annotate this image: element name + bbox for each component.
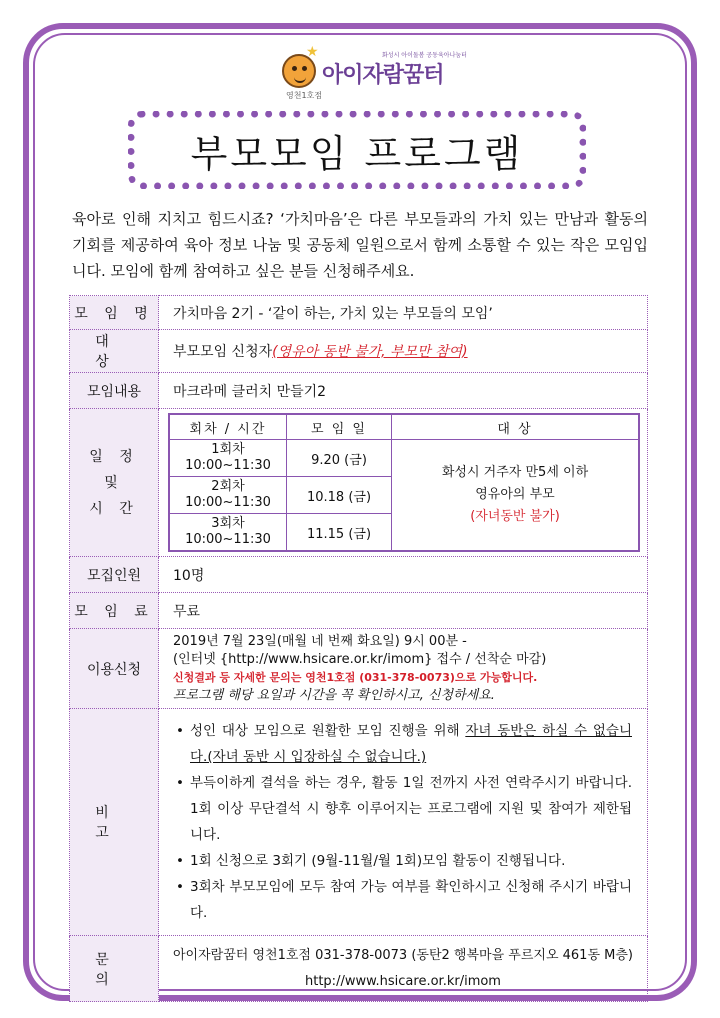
schedule-header-row — [169, 414, 639, 440]
session-date: 10.18 (금) — [287, 477, 392, 514]
header-session: 회차 / 시간 — [169, 414, 287, 440]
value-apply — [159, 629, 648, 709]
value-recruit: 10명 — [159, 557, 648, 593]
value-content: 마크라메 클러치 만들기2 — [159, 373, 648, 409]
label-fee: 모 임 료 — [70, 593, 159, 629]
schedule-target-note: (자녀동반 불가) — [470, 509, 560, 524]
label-content: 모임내용 — [70, 373, 159, 409]
row-inquiry — [70, 936, 648, 1002]
label-schedule-line2: 및 — [104, 474, 124, 491]
session-cell — [169, 514, 287, 552]
value-schedule — [159, 409, 648, 557]
row-apply — [70, 629, 648, 709]
row-notes — [70, 709, 648, 936]
page-title: 부모모임 프로그램 — [190, 131, 524, 176]
list-item: • 3회차 부모모임에 모두 참여 가능 여부를 확인하시고 신청해 주시기 바랍니다. — [190, 874, 632, 926]
label-schedule-line1: 일 정 — [89, 448, 139, 465]
label-apply: 이용신청 — [70, 629, 159, 709]
target-note: (영유아 동반 불가, 부모만 참여) — [272, 344, 468, 360]
session-cell — [169, 477, 287, 514]
header-target: 대 상 — [392, 414, 640, 440]
label-meeting-name: 모 임 명 — [70, 296, 159, 330]
value-target — [159, 330, 648, 373]
apply-line1: 2019년 7월 23일(매월 네 번째 화요일) 9시 00분 - — [173, 633, 467, 649]
value-fee: 무료 — [159, 593, 648, 629]
note1-underlined: 자녀 동반은 하실 수 없습니다.(자녀 동반 시 입장하실 수 없습니다.) — [190, 723, 632, 765]
value-notes — [159, 709, 648, 936]
session-date: 11.15 (금) — [287, 514, 392, 552]
logo-name: 아이자람꿈터 — [322, 63, 444, 88]
inquiry-url[interactable]: http://www.hsicare.or.kr/imom — [305, 973, 501, 989]
session-date: 9.20 (금) — [287, 440, 392, 477]
row-target — [70, 330, 648, 373]
session-time: 10:00~11:30 — [185, 458, 271, 473]
session-time: 10:00~11:30 — [185, 532, 271, 547]
row-content — [70, 373, 648, 409]
header-date: 모 임 일 — [287, 414, 392, 440]
label-notes: 비 고 — [70, 709, 159, 936]
logo — [282, 44, 482, 100]
logo-branch: 영천1호점 — [286, 91, 323, 100]
label-inquiry: 문 의 — [70, 936, 159, 1002]
row-fee — [70, 593, 648, 629]
title-box — [128, 111, 586, 189]
list-item — [190, 718, 632, 770]
list-item: • 1회 신청으로 3회기 (9월-11월/월 1회)모임 활동이 진행됩니다. — [190, 848, 632, 874]
value-inquiry — [159, 936, 648, 1002]
label-target: 대 상 — [70, 330, 159, 373]
intro-text: 육아로 인해 지치고 힘드시죠? ‘가치마음’은 다른 부모들과의 가치 있는 만남과 활동의 기회를 제공하여 육아 정보 나눔 및 공동체 일원으로서 함께 소통할 수 있는 작은 모임입니다. 모임에 함께 참여하고 싶은 분들 신청해주세요. — [72, 210, 648, 280]
row-schedule — [70, 409, 648, 557]
note1-text: 성인 대상 모임으로 원활한 모임 진행을 위해 — [190, 723, 466, 739]
schedule-row — [169, 440, 639, 477]
info-table — [69, 295, 648, 1002]
inquiry-line1: 아이자람꿈터 영천1호점 031-378-0073 (동탄2 행복마을 푸르지오 461동 M층) — [172, 947, 633, 963]
value-meeting-name: 가치마음 2기 - ‘같이 하는, 가치 있는 부모들의 모임’ — [159, 296, 648, 330]
star-icon: ★ — [306, 44, 319, 60]
apply-line3: 신청결과 등 자세한 문의는 영천1호점 (031-378-0073)으로 가능합니다. — [173, 670, 538, 684]
target-value: 부모모임 신청자 — [173, 344, 273, 360]
schedule-target-line2: 영유아의 부모 — [475, 487, 555, 502]
row-meeting-name — [70, 296, 648, 330]
session-number: 3회차 — [211, 516, 245, 531]
apply-line2: (인터넷 {http://www.hsicare.or.kr/imom} 접수 / 선착순 마감) — [173, 651, 547, 667]
session-number: 2회차 — [211, 479, 245, 494]
label-recruit: 모집인원 — [70, 557, 159, 593]
apply-line4: 프로그램 해당 요일과 시간을 꼭 확인하시고, 신청하세요. — [173, 687, 495, 703]
list-item: • 부득이하게 결석을 하는 경우, 활동 1일 전까지 사전 연락주시기 바랍니다. 1회 이상 무단결석 시 향후 이루어지는 프로그램에 지원 및 참여가 제한됩니다. — [190, 770, 632, 848]
session-time: 10:00~11:30 — [185, 495, 271, 510]
logo-tagline: 화성시 아이돌봄 공동육아나눔터 — [382, 52, 467, 59]
session-number: 1회차 — [211, 442, 245, 457]
schedule-target-line1: 화성시 거주자 만5세 이하 — [441, 465, 589, 480]
label-schedule-line3: 시 간 — [89, 500, 139, 517]
row-recruit — [70, 557, 648, 593]
session-cell — [169, 440, 287, 477]
notes-list — [160, 718, 646, 926]
schedule-table — [168, 413, 640, 552]
label-schedule — [70, 409, 159, 557]
schedule-target-cell — [392, 440, 640, 552]
